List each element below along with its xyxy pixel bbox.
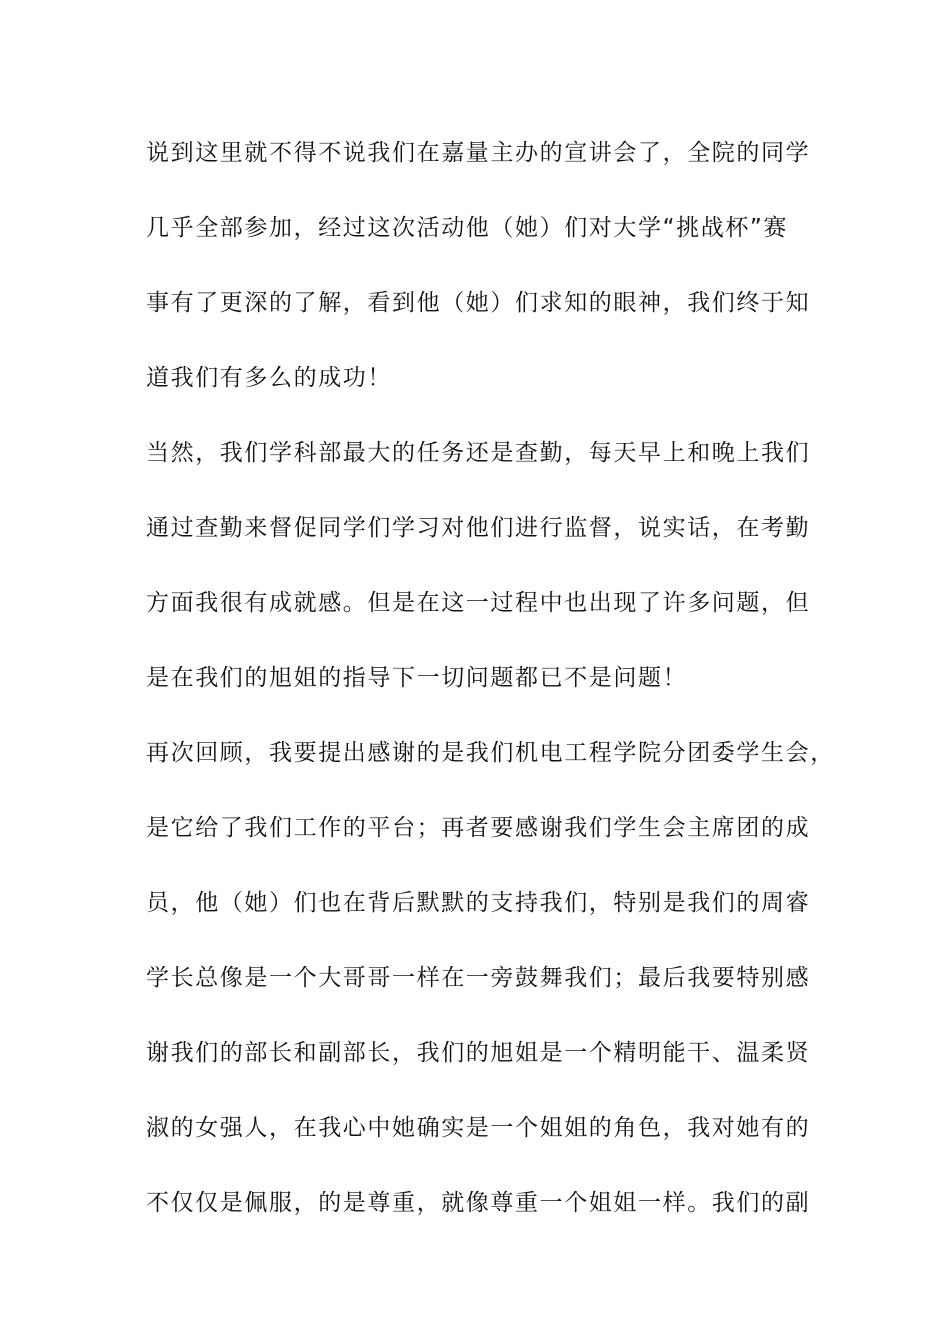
text-line: 当然，我们学科部最大的任务还是查勤，每天早上和晚上我们 <box>146 440 811 466</box>
text-line: 谢我们的部长和副部长，我们的旭姐是一个精明能干、温柔贤 <box>146 1040 811 1066</box>
text-line: 不仅仅是佩服，的是尊重，就像尊重一个姐姐一样。我们的副 <box>146 1190 811 1216</box>
text-line: 说到这里就不得不说我们在嘉量主办的宣讲会了，全院的同学 <box>146 140 811 166</box>
body-text <box>146 131 835 1256</box>
text-line: 淑的女强人，在我心中她确实是一个姐姐的角色，我对她有的 <box>146 1115 811 1141</box>
text-line: 是它给了我们工作的平台；再者要感谢我们学生会主席团的成 <box>146 815 811 841</box>
text-line: 几乎全部参加，经过这次活动他（她）们对大学“挑战杯”赛 <box>146 215 789 241</box>
text-line: 道我们有多么的成功！ <box>146 365 392 391</box>
text-line: 通过查勤来督促同学们学习对他们进行监督，说实话，在考勤 <box>146 515 811 541</box>
text-line: 员，他（她）们也在背后默默的支持我们，特别是我们的周睿 <box>146 890 811 916</box>
text-line: 是在我们的旭姐的指导下一切问题都已不是问题！ <box>146 665 688 691</box>
text-line: 再次回顾，我要提出感谢的是我们机电工程学院分团委学生会， <box>146 740 835 766</box>
text-line: 学长总像是一个大哥哥一样在一旁鼓舞我们；最后我要特别感 <box>146 965 811 991</box>
text-line: 事有了更深的了解，看到他（她）们求知的眼神，我们终于知 <box>146 290 811 316</box>
text-line: 方面我很有成就感。但是在这一过程中也出现了许多问题，但 <box>146 590 811 616</box>
